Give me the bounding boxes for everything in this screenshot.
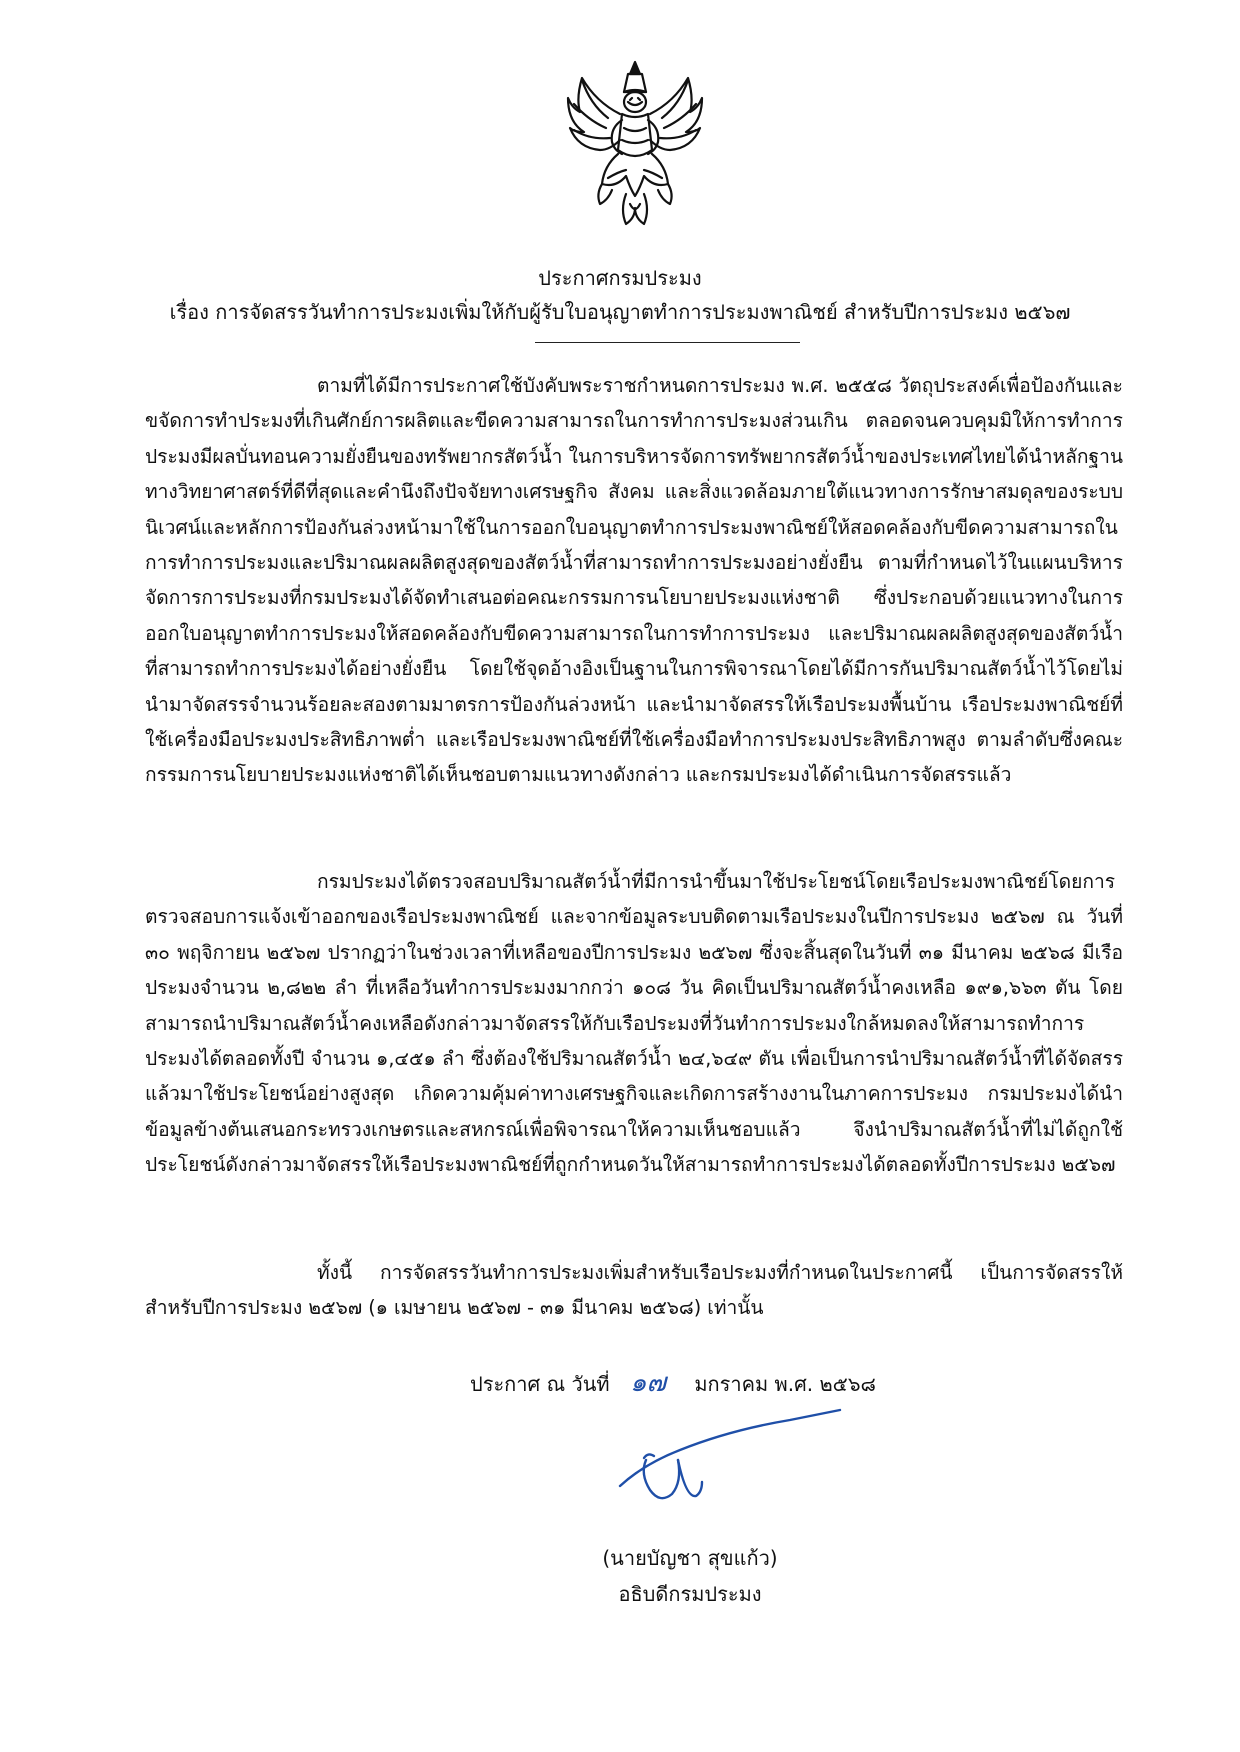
handwritten-signature [600,1390,860,1510]
signer-position: อธิบดีกรมประมง [618,1582,762,1606]
body-paragraph-2: กรมประมงได้ตรวจสอบปริมาณสัตว์น้ำที่มีการนำขึ้นมาใช้ประโยชน์โดยเรือประมงพาณิชย์โดยการตรวจสอบการแจ้งเข้าออกของเรือประมงพาณิชย์ และจากข้อมูลระบบติดตามเรือประมงในปีการประมง ๒๕๖๗ ณ วันที่ ๓๐ พฤจิกายน ๒๕๖๗ ปรากฏว่าในช่วงเวลาที่เหลือของปีการประมง ๒๕๖๗ ซึ่งจะสิ้นสุดในวันที่ ๓๑ มีนาคม ๒๕๖๘ มีเรือประมงจำนวน ๒,๘๒๒ ลำ ที่เหลือวันทำการประมงมากกว่า ๑๐๘ วัน คิดเป็นปริมาณสัตว์น้ำคงเหลือ ๑๙๑,๖๖๓ ตัน โดยสามารถนำปริมาณสัตว์น้ำคงเหลือดังกล่าวมาจัดสรรให้กับเรือประมงที่วันทำการประมงใกล้หมดลงให้สามารถทำการประมงได้ตลอดทั้งปี จำนวน ๑,๔๕๑ ลำ ซึ่งต้องใช้ปริมาณสัตว์น้ำ ๒๔,๖๔๙ ตัน เพื่อเป็นการนำปริมาณสัตว์น้ำที่ได้จัดสรรแล้วมาใช้ประโยชน์อย่างสูงสุด เกิดความคุ้มค่าทางเศรษฐกิจและเกิดการสร้างงานในภาคการประมง กรมประมงได้นำข้อมูลข้างต้นเสนอกระทรวงเกษตรและสหกรณ์เพื่อพิจารณาให้ความเห็นชอบแล้ว จึงนำปริมาณสัตว์น้ำที่ไม่ได้ถูกใช้ประโยชน์ดังกล่าวมาจัดสรรให้เรือประมงพาณิชย์ที่ถูกกำหนดวันให้สามารถทำการประมงได้ตลอดทั้งปีการประมง ๒๕๖๗ [145,870,1123,1177]
date-day-handwritten: ๑๗ [629,1368,666,1398]
body-paragraph-1: ตามที่ได้มีการประกาศใช้บังคับพระราชกำหนดการประมง พ.ศ. ๒๕๕๘ วัตถุประสงค์เพื่อป้องกันและขจัดการทำประมงที่เกินศักย์การผลิตและขีดความสามารถในการทำการประมงส่วนเกิน ตลอดจนควบคุมมิให้การทำการประมงมีผลบั่นทอนความยั่งยืนของทรัพยากรสัตว์น้ำ ในการบริหารจัดการทรัพยากรสัตว์น้ำของประเทศไทยได้นำหลักฐานทางวิทยาศาสตร์ที่ดีที่สุดและคำนึงถึงปัจจัยทางเศรษฐกิจ สังคม และสิ่งแวดล้อมภายใต้แนวทางการรักษาสมดุลของระบบนิเวศน์และหลักการป้องกันล่วงหน้ามาใช้ในการออกใบอนุญาตทำการประมงพาณิชย์ให้สอดคล้องกับขีดความสามารถในการทำการประมงและปริมาณผลผลิตสูงสุดของสัตว์น้ำที่สามารถทำการประมงอย่างยั่งยืน ตามที่กำหนดไว้ในแผนบริหารจัดการการประมงที่กรมประมงได้จัดทำเสนอต่อคณะกรรมการนโยบายประมงแห่งชาติ ซึ่งประกอบด้วยแนวทางในการออกใบอนุญาตทำการประมงให้สอดคล้องกับขีดความสามารถในการทำการประมง และปริมาณผลผลิตสูงสุดของสัตว์น้ำที่สามารถทำการประมงได้อย่างยั่งยืน โดยใช้จุดอ้างอิงเป็นฐานในการพิจารณาโดยได้มีการกันปริมาณสัตว์น้ำไว้โดยไม่นำมาจัดสรรจำนวนร้อยละสองตามมาตรการป้องกันล่วงหน้า และนำมาจัดสรรให้เรือประมงพื้นบ้าน เรือประมงพาณิชย์ที่ใช้เครื่องมือประมงประสิทธิภาพต่ำ และเรือประมงพาณิชย์ที่ใช้เครื่องมือทำการประมงประสิทธิภาพสูง ตามลำดับซึ่งคณะกรรมการนโยบายประมงแห่งชาติได้เห็นชอบตามแนวทางดังกล่าว และกรมประมงได้ดำเนินการจัดสรรแล้ว [145,374,1123,787]
body-paragraph-3: ทั้งนี้ การจัดสรรวันทำการประมงเพิ่มสำหรับเรือประมงที่กำหนดในประกาศนี้ เป็นการจัดสรรให้สำหรับปีการประมง ๒๕๖๗ (๑ เมษายน ๒๕๖๗ - ๓๑ มีนาคม ๒๕๖๘) เท่านั้น [145,1261,1123,1320]
announcement-subject: เรื่อง การจัดสรรวันทำการประมงเพิ่มให้กับผู้รับใบอนุญาตทำการประมงพาณิชย์ สำหรับปีการประมง ๒๕๖๗ [169,300,1071,324]
header-divider [535,342,800,343]
signer-name: (นายบัญชา สุขแก้ว) [602,1546,778,1570]
date-month-year: มกราคม พ.ศ. ๒๕๖๘ [694,1372,876,1396]
garuda-emblem-icon [566,58,704,228]
announcement-issuer: ประกาศกรมประมง [538,266,702,290]
date-prefix: ประกาศ ณ วันที่ [470,1372,610,1396]
